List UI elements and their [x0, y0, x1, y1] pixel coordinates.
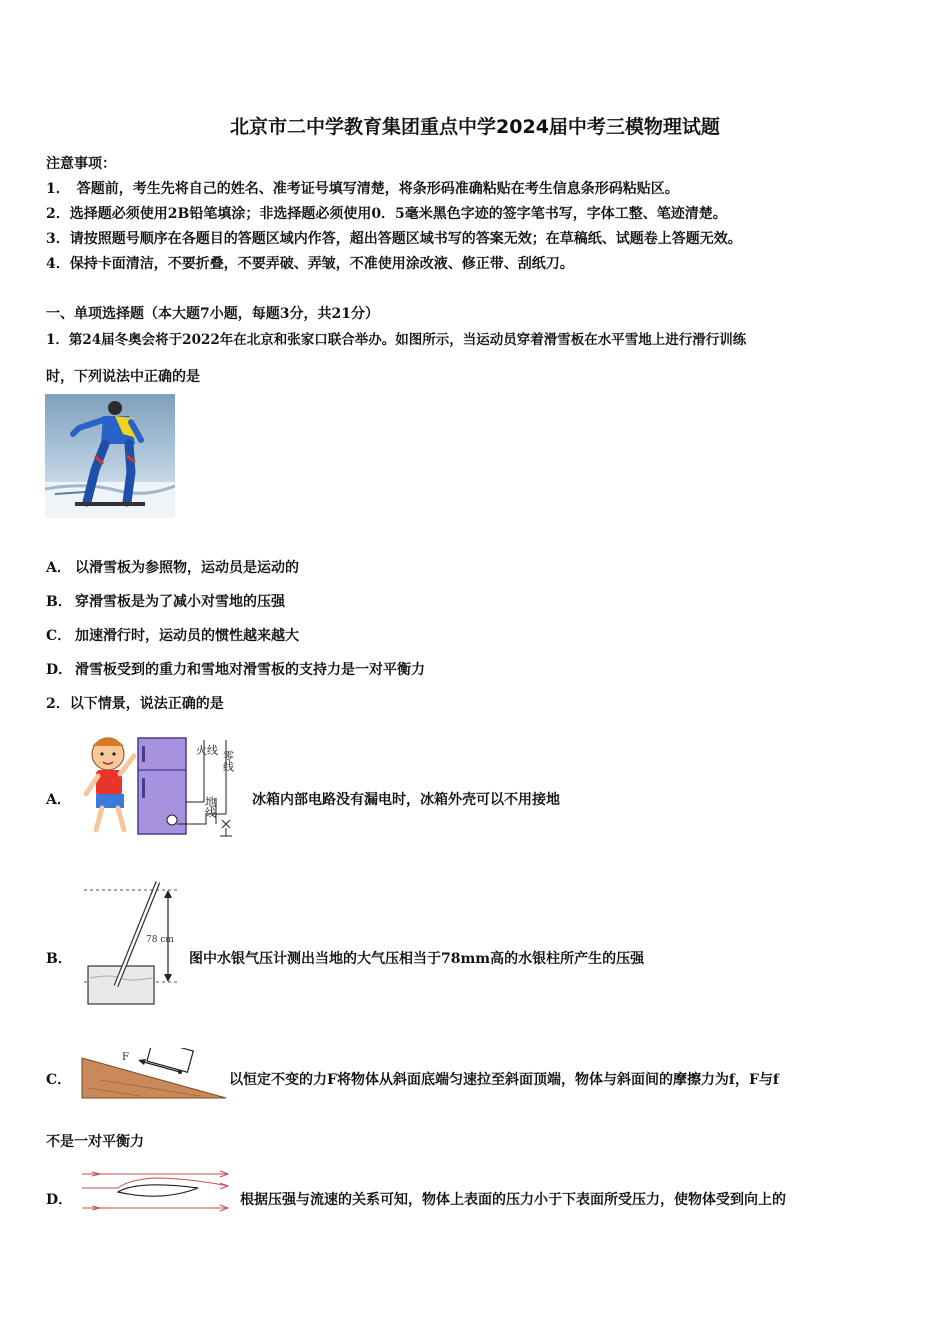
q1-stem-line2: 时，下列说法中正确的是	[46, 369, 200, 385]
wing-airflow-figure	[78, 1168, 234, 1216]
notice-item: 2．选择题必须使用2B铅笔填涂；非选择题必须使用0．5毫米黑色字迹的签字笔书写，字体工整、笔迹清楚。	[46, 206, 727, 222]
q1-option-b-text: 穿滑雪板是为了减小对雪地的压强	[75, 594, 285, 610]
q1-option-d-text: 滑雪板受到的重力和雪地对滑雪板的支持力是一对平衡力	[75, 662, 425, 678]
q1-stem-line1: 1．第24届冬奥会将于2022年在北京和张家口联合举办。如图所示，当运动员穿着滑雪板在水平雪地上进行滑行训练	[46, 332, 747, 348]
skier-photo	[45, 394, 175, 518]
q2-option-c-text-continued: 不是一对平衡力	[46, 1134, 144, 1150]
notice-item: 1． 答题前，考生先将自己的姓名、准考证号填写清楚，将条形码准确粘贴在考生信息条形码粘贴区。	[46, 181, 679, 197]
q1-option-c-text: 加速滑行时，运动员的惯性越来越大	[75, 628, 299, 644]
fridge-grounding-figure	[76, 732, 246, 842]
q2-option-b-text: 图中水银气压计测出当地的大气压相当于78mm高的水银柱所产生的压强	[189, 951, 645, 967]
q1-option-a-text: 以滑雪板为参照物，运动员是运动的	[75, 560, 299, 576]
q2-option-a-text: 冰箱内部电路没有漏电时，冰箱外壳可以不用接地	[252, 792, 560, 808]
notice-heading: 注意事项：	[46, 156, 116, 172]
notice-item: 4．保持卡面清洁，不要折叠，不要弄破、弄皱，不准使用涂改液、修正带、刮纸刀。	[46, 256, 574, 272]
q2-option-a-letter: A．	[46, 792, 71, 808]
q1-option-c-letter: C．	[46, 628, 72, 644]
q1-option-a-letter: A．	[46, 560, 71, 576]
q2-option-c-text: 以恒定不变的力F将物体从斜面底端匀速拉至斜面顶端，物体与斜面间的摩擦力为f，F与f	[229, 1072, 779, 1088]
barometer-figure	[80, 878, 180, 1010]
height-label: 78 cm	[146, 935, 174, 945]
q1-option-d-letter: D．	[46, 662, 73, 678]
page-title: 北京市二中学教育集团重点中学2024届中考三模物理试题	[230, 116, 720, 138]
ground-wire-label: 地线	[203, 796, 217, 818]
q2-option-b-letter: B．	[46, 951, 72, 967]
notice-item: 3．请按照题号顺序在各题目的答题区域内作答，超出答题区域书写的答案无效；在草稿纸、试题卷上答题无效。	[46, 231, 742, 247]
section-heading: 一、单项选择题（本大题7小题，每题3分，共21分）	[46, 306, 379, 322]
q2-stem: 2．以下情景，说法正确的是	[46, 696, 224, 712]
fire-wire-label: 火线	[196, 744, 218, 757]
zero-wire-label: 零线	[221, 750, 235, 772]
q2-option-d-letter: D．	[46, 1192, 73, 1208]
q2-option-c-letter: C．	[46, 1072, 72, 1088]
force-label: F	[122, 1052, 129, 1063]
q2-option-d-text: 根据压强与流速的关系可知，物体上表面的压力小于下表面所受压力，使物体受到向上的	[240, 1192, 786, 1208]
q1-option-b-letter: B．	[46, 594, 72, 610]
incline-figure	[80, 1048, 228, 1100]
